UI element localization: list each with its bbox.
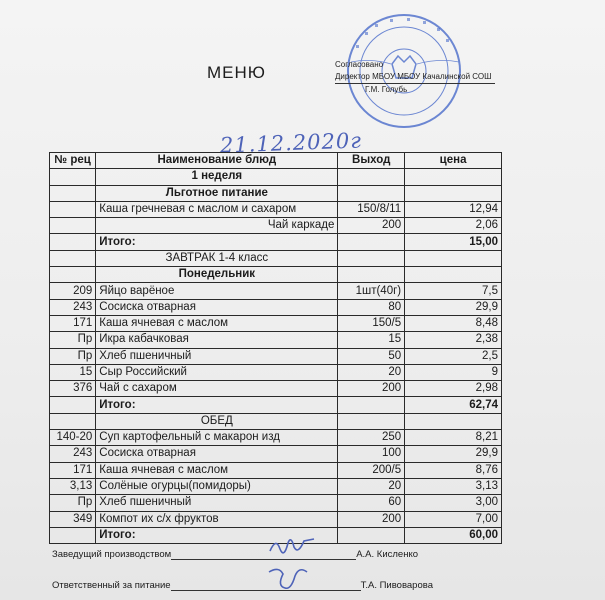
price-cell: 2,5 <box>405 348 502 364</box>
recipe-number-cell: 243 <box>50 446 96 462</box>
price-cell: 7,5 <box>405 283 502 299</box>
recipe-number-cell: Пр <box>50 332 96 348</box>
empty-cell <box>50 234 96 250</box>
price-cell: 29,9 <box>405 446 502 462</box>
yield-cell: 60 <box>338 495 405 511</box>
approval-label: Согласовано <box>335 60 384 69</box>
menu-item-row <box>50 462 502 478</box>
empty-cell <box>338 413 405 429</box>
total-price-cell: 60,00 <box>405 527 502 543</box>
price-cell: 3,13 <box>405 478 502 494</box>
signature-production <box>268 536 318 561</box>
empty-cell <box>50 267 96 283</box>
price-cell: 2,38 <box>405 332 502 348</box>
yield-cell: 50 <box>338 348 405 364</box>
section-label-cell: ЗАВТРАК 1-4 класс <box>96 250 338 266</box>
dish-name-cell: Чай каркаде <box>96 218 338 234</box>
section-label-cell: 1 неделя <box>96 169 338 185</box>
section-row <box>50 413 502 429</box>
nutrition-responsible-name: Т.А. Пивоварова <box>360 580 433 591</box>
price-cell: 2,98 <box>405 381 502 397</box>
handwritten-date: 21.12.2020г <box>219 128 363 158</box>
empty-cell <box>338 250 405 266</box>
menu-table-body <box>50 169 502 544</box>
recipe-number-cell: 376 <box>50 381 96 397</box>
menu-item-row <box>50 511 502 527</box>
signature-nutrition <box>266 564 316 595</box>
menu-item-row <box>50 446 502 462</box>
section-row <box>50 169 502 185</box>
yield-cell: 200/5 <box>338 462 405 478</box>
menu-item-row <box>50 283 502 299</box>
section-row <box>50 185 502 201</box>
empty-cell <box>338 397 405 413</box>
dish-name-cell: Компот их с/х фруктов <box>96 511 338 527</box>
recipe-number-cell: Пр <box>50 495 96 511</box>
price-cell: 8,48 <box>405 315 502 331</box>
empty-cell <box>405 267 502 283</box>
header-yield: Выход <box>338 153 405 169</box>
section-row <box>50 267 502 283</box>
recipe-number-cell: 171 <box>50 462 96 478</box>
dish-name-cell: Чай с сахаром <box>96 381 338 397</box>
price-cell: 8,21 <box>405 430 502 446</box>
dish-name-cell: Каша ячневая с маслом <box>96 315 338 331</box>
dish-name-cell: Солёные огурцы(помидоры) <box>96 478 338 494</box>
recipe-number-cell: 3,13 <box>50 478 96 494</box>
empty-cell <box>405 185 502 201</box>
menu-item-row <box>50 478 502 494</box>
table-header-row <box>50 153 502 169</box>
dish-name-cell: Яйцо варёное <box>96 283 338 299</box>
recipe-number-cell: 140-20 <box>50 430 96 446</box>
approval-block <box>335 59 495 96</box>
menu-item-row <box>50 495 502 511</box>
section-label-cell: ОБЕД <box>96 413 338 429</box>
yield-cell: 200 <box>338 511 405 527</box>
header-recipe-number: № рец <box>50 153 96 169</box>
recipe-number-cell: Пр <box>50 348 96 364</box>
recipe-number-cell <box>50 201 96 217</box>
footer-production <box>52 549 418 560</box>
yield-cell: 100 <box>338 446 405 462</box>
recipe-number-cell: 243 <box>50 299 96 315</box>
approval-name: Г.М. Голубь <box>365 85 408 94</box>
production-manager-name: А.А. Кисленко <box>356 549 418 560</box>
yield-cell: 200 <box>338 381 405 397</box>
price-cell: 3,00 <box>405 495 502 511</box>
yield-cell: 20 <box>338 364 405 380</box>
price-cell: 9 <box>405 364 502 380</box>
empty-cell <box>50 250 96 266</box>
dish-name-cell: Хлеб пшеничный <box>96 495 338 511</box>
recipe-number-cell: 349 <box>50 511 96 527</box>
page-title: МЕНЮ <box>207 63 266 82</box>
price-cell: 2,06 <box>405 218 502 234</box>
empty-cell <box>338 267 405 283</box>
empty-cell <box>50 185 96 201</box>
menu-item-row <box>50 348 502 364</box>
recipe-number-cell: 171 <box>50 315 96 331</box>
yield-cell: 15 <box>338 332 405 348</box>
section-label-cell: Льготное питание <box>96 185 338 201</box>
empty-cell <box>50 169 96 185</box>
section-label-cell: Понедельник <box>96 267 338 283</box>
menu-item-row <box>50 218 502 234</box>
empty-cell <box>50 527 96 543</box>
recipe-number-cell: 15 <box>50 364 96 380</box>
total-price-cell: 15,00 <box>405 234 502 250</box>
total-price-cell: 62,74 <box>405 397 502 413</box>
dish-name-cell: Хлеб пшеничный <box>96 348 338 364</box>
empty-cell <box>50 413 96 429</box>
yield-cell: 200 <box>338 218 405 234</box>
dish-name-cell: Каша ячневая с маслом <box>96 462 338 478</box>
yield-cell: 150/5 <box>338 315 405 331</box>
empty-cell <box>405 169 502 185</box>
dish-name-cell: Сосиска отварная <box>96 446 338 462</box>
price-cell: 29,9 <box>405 299 502 315</box>
yield-cell: 1шт(40г) <box>338 283 405 299</box>
price-cell: 12,94 <box>405 201 502 217</box>
price-cell: 8,76 <box>405 462 502 478</box>
dish-name-cell: Сосиска отварная <box>96 299 338 315</box>
production-manager-label: Заведущий производством <box>52 549 172 560</box>
menu-item-row <box>50 315 502 331</box>
yield-cell: 150/8/11 <box>338 201 405 217</box>
approval-position: Директор МБОУ МБОУ Качалинской СОШ <box>335 71 495 84</box>
menu-item-row <box>50 332 502 348</box>
menu-item-row <box>50 381 502 397</box>
dish-name-cell: Каша гречневая с маслом и сахаром <box>96 201 338 217</box>
yield-cell: 20 <box>338 478 405 494</box>
total-row <box>50 234 502 250</box>
total-label-cell: Итого: <box>96 527 338 543</box>
total-row <box>50 397 502 413</box>
header-dish-name: Наименование блюд <box>96 153 338 169</box>
dish-name-cell: Сыр Российский <box>96 364 338 380</box>
empty-cell <box>405 250 502 266</box>
section-row <box>50 250 502 266</box>
yield-cell: 80 <box>338 299 405 315</box>
empty-cell <box>338 169 405 185</box>
recipe-number-cell <box>50 218 96 234</box>
footer-nutrition <box>52 580 433 591</box>
yield-cell: 250 <box>338 430 405 446</box>
menu-item-row <box>50 201 502 217</box>
empty-cell <box>338 234 405 250</box>
empty-cell <box>50 397 96 413</box>
header-price: цена <box>405 153 502 169</box>
total-label-cell: Итого: <box>96 397 338 413</box>
empty-cell <box>338 527 405 543</box>
price-cell: 7,00 <box>405 511 502 527</box>
menu-item-row <box>50 430 502 446</box>
dish-name-cell: Суп картофельный с макарон изд <box>96 430 338 446</box>
nutrition-responsible-label: Ответственный за питание <box>52 580 171 591</box>
menu-table <box>49 152 502 544</box>
empty-cell <box>338 185 405 201</box>
recipe-number-cell: 209 <box>50 283 96 299</box>
dish-name-cell: Икра кабачковая <box>96 332 338 348</box>
menu-item-row <box>50 299 502 315</box>
empty-cell <box>405 413 502 429</box>
menu-item-row <box>50 364 502 380</box>
total-label-cell: Итого: <box>96 234 338 250</box>
